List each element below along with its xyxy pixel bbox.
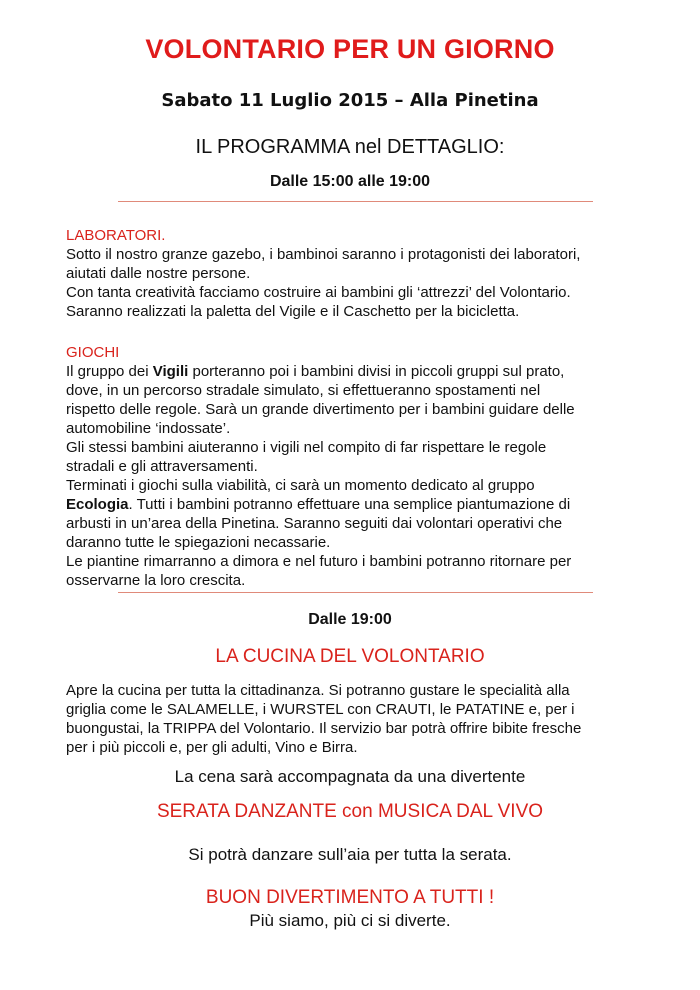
page-title: VOLONTARIO PER UN GIORNO: [145, 34, 555, 64]
giochi-line: automobiline ‘indossate’.: [66, 420, 231, 437]
buon-divertimento: BUON DIVERTIMENTO A TUTTI !: [205, 887, 495, 908]
giochi-line: arbusti in un’area della Pinetina. Saranno seguiti dai volontari operativi che: [66, 515, 563, 532]
giochi-line: [66, 495, 646, 514]
giochi-line: osservarne la loro crescita.: [66, 572, 246, 589]
divider-middle: [118, 592, 593, 593]
laboratori-line: Saranno realizzati la paletta del Vigile e il Caschetto per la bicicletta.: [66, 303, 520, 320]
cena-line: La cena sarà accompagnata da una divertente: [174, 767, 526, 786]
event-date-subtitle: Sabato 11 Luglio 2015 – Alla Pinetina: [161, 90, 539, 111]
danzare-line: Si potrà danzare sull’aia per tutta la serata.: [188, 845, 512, 864]
laboratori-section: [66, 226, 646, 321]
serata-heading: SERATA DANZANTE con MUSICA DAL VIVO: [156, 801, 544, 822]
giochi-text: porteranno poi i bambini divisi in piccoli gruppi sul prato,: [188, 363, 565, 380]
laboratori-heading: LABORATORI.: [66, 227, 166, 244]
divider-top: [118, 201, 593, 202]
cucina-heading: LA CUCINA DEL VOLONTARIO: [215, 646, 485, 667]
vigili-bold: Vigili: [152, 363, 189, 380]
time-slot-evening: Dalle 19:00: [308, 611, 392, 628]
giochi-line: Gli stessi bambini aiuteranno i vigili nel compito di far rispettare le regole: [66, 439, 547, 456]
giochi-line: Terminati i giochi sulla viabilità, ci sarà un momento dedicato al gruppo: [66, 477, 535, 494]
ecologia-bold: Ecologia: [66, 496, 129, 513]
giochi-text: Il gruppo dei: [66, 363, 153, 380]
laboratori-line: Sotto il nostro granze gazebo, i bambinoi saranno i protagonisti dei laboratori,: [66, 246, 581, 263]
giochi-section: [66, 343, 646, 590]
giochi-line: [66, 362, 646, 381]
program-heading: IL PROGRAMMA nel DETTAGLIO:: [195, 136, 505, 158]
giochi-line: dove, in un percorso stradale simulato, si effettueranno spostamenti nel: [66, 382, 541, 399]
time-slot-afternoon: Dalle 15:00 alle 19:00: [269, 173, 431, 190]
closing-line: Più siamo, più ci si diverte.: [249, 911, 451, 930]
cucina-section: [66, 681, 646, 757]
cucina-line: per i più piccoli e, per gli adulti, Vino e Birra.: [66, 739, 358, 756]
giochi-line: stradali e gli attraversamenti.: [66, 458, 258, 475]
giochi-line: daranno tutte le spiegazioni necassarie.: [66, 534, 331, 551]
giochi-line: rispetto delle regole. Sarà un grande divertimento per i bambini guidare delle: [66, 401, 575, 418]
laboratori-line: Con tanta creatività facciamo costruire ai bambini gli ‘attrezzi’ del Volontario.: [66, 284, 571, 301]
cucina-line: buongustai, la TRIPPA del Volontario. Il servizio bar potrà offrire bibite fresche: [66, 720, 582, 737]
giochi-heading: GIOCHI: [66, 344, 120, 361]
cucina-line: griglia come le SALAMELLE, i WURSTEL con CRAUTI, le PATATINE e, per i: [66, 701, 575, 718]
giochi-text: . Tutti i bambini potranno effettuare una semplice piantumazione di: [128, 496, 571, 513]
cucina-line: Apre la cucina per tutta la cittadinanza. Si potranno gustare le specialità alla: [66, 682, 570, 699]
laboratori-line: aiutati dalle nostre persone.: [66, 265, 251, 282]
giochi-line: Le piantine rimarranno a dimora e nel futuro i bambini potranno ritornare per: [66, 553, 572, 570]
